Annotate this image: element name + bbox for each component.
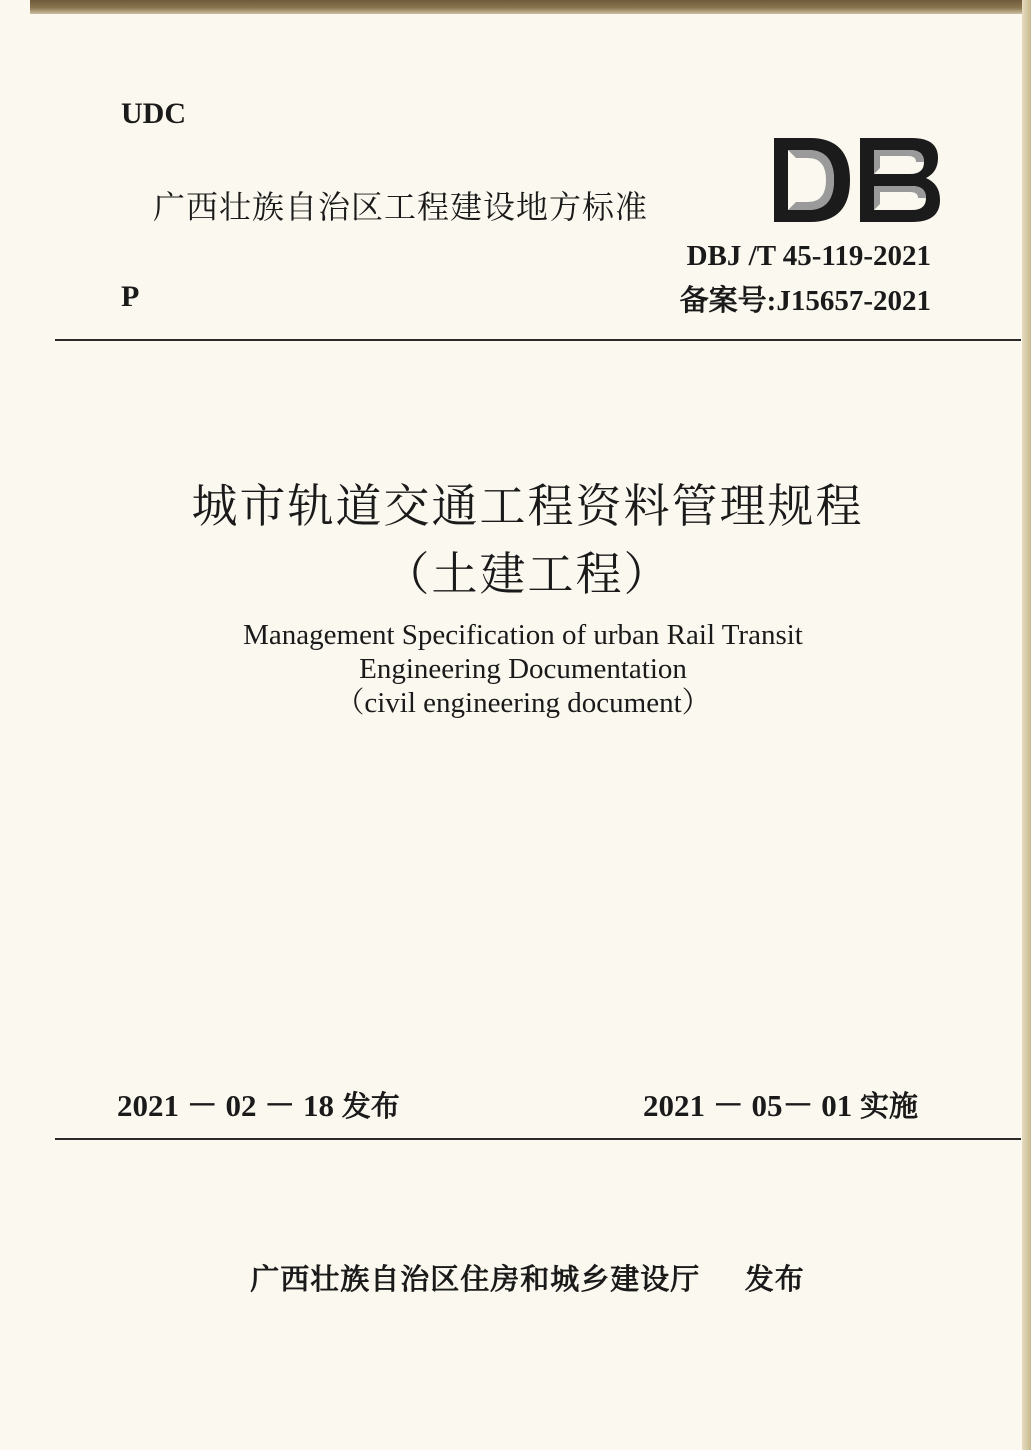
effective-date-line xyxy=(643,1080,918,1125)
english-title-line-3: （civil engineering document） xyxy=(335,687,711,719)
header-divider xyxy=(55,339,1021,341)
top-edge-band xyxy=(30,0,1031,14)
effective-label: 实施 xyxy=(860,1089,919,1123)
publisher-line xyxy=(0,1257,1031,1298)
effective-date: 2021 － 05－ 01 xyxy=(643,1088,853,1123)
logo-letter-d xyxy=(774,138,850,222)
logo-letter-b xyxy=(860,138,940,222)
right-edge-band xyxy=(1022,0,1031,1450)
issue-date: 2021 － 02 － 18 xyxy=(117,1088,334,1123)
issue-label: 发布 xyxy=(341,1089,400,1123)
record-number: 备案号:J15657-2021 xyxy=(679,285,931,317)
chinese-subtitle: （土建工程） xyxy=(383,547,672,601)
local-standard-heading: 广西壮族自治区工程建设地方标准 xyxy=(153,188,649,226)
chinese-title: 城市轨道交通工程资料管理规程 xyxy=(191,479,864,533)
english-title xyxy=(0,618,1031,720)
footer-divider xyxy=(55,1138,1021,1140)
db-standard-logo xyxy=(772,136,940,224)
standard-number: DBJ /T 45-119-2021 xyxy=(686,240,931,272)
publisher-name: 广西壮族自治区住房和城乡建设厅 xyxy=(250,1262,701,1296)
udc-label: UDC xyxy=(121,97,186,130)
english-title-line-2: Engineering Documentation xyxy=(359,653,687,685)
classification-code: P xyxy=(121,280,140,313)
english-title-line-1: Management Specification of urban Rail Transit xyxy=(243,619,803,651)
publisher-action: 发布 xyxy=(744,1262,805,1296)
issue-date-line xyxy=(117,1080,400,1125)
